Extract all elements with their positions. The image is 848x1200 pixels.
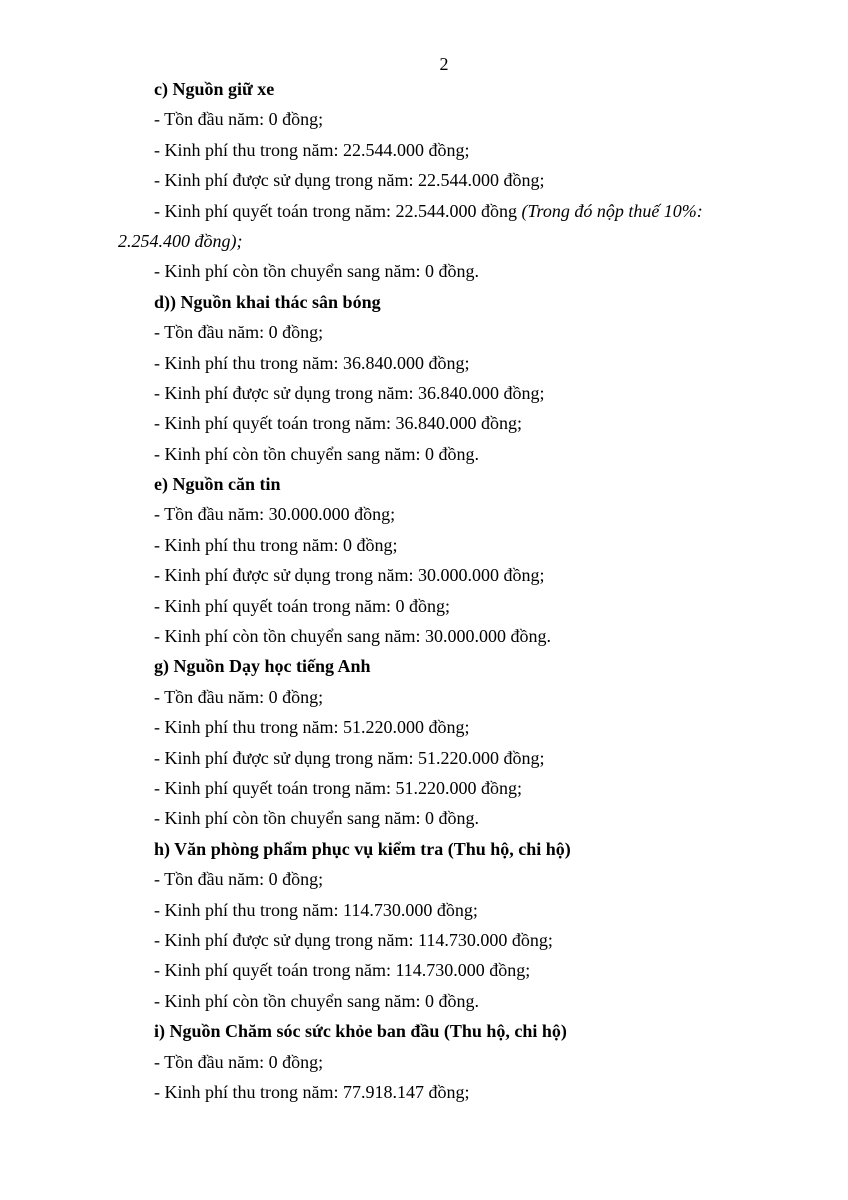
list-item: - Tồn đầu năm: 30.000.000 đồng; [154,504,396,525]
list-item: - Kinh phí quyết toán trong năm: 0 đồng; [154,595,450,616]
list-item: - Kinh phí thu trong năm: 77.918.147 đồng; [154,1081,470,1102]
list-item: - Kinh phí được sử dụng trong năm: 30.000.000 đồng; [154,565,545,586]
list-item: - Kinh phí còn tồn chuyển sang năm: 0 đồng. [154,443,479,464]
section-heading-h: h) Văn phòng phẩm phục vụ kiểm tra (Thu hộ, chi hộ) [154,838,571,859]
list-item: - Kinh phí thu trong năm: 114.730.000 đồng; [154,899,478,920]
section-heading-e: e) Nguồn căn tin [154,474,281,495]
section-heading-g: g) Nguồn Dạy học tiếng Anh [154,656,371,677]
list-item: - Tồn đầu năm: 0 đồng; [154,869,324,890]
list-item: - Kinh phí quyết toán trong năm: 114.730.000 đồng; [154,960,531,981]
list-item: - Kinh phí còn tồn chuyển sang năm: 0 đồng. [154,990,479,1011]
list-item: - Kinh phí quyết toán trong năm: 51.220.000 đồng; [154,777,522,798]
tax-note-part1: (Trong đó nộp thuế 10%: [521,200,703,221]
list-item: - Kinh phí thu trong năm: 22.544.000 đồng; [154,139,470,160]
settlement-line [154,196,788,226]
list-item: - Kinh phí thu trong năm: 51.220.000 đồng; [154,717,470,738]
list-item: - Tồn đầu năm: 0 đồng; [154,1051,324,1072]
list-item: - Kinh phí còn tồn chuyển sang năm: 30.000.000 đồng. [154,626,551,647]
list-item: - Kinh phí được sử dụng trong năm: 22.544.000 đồng; [154,170,545,191]
document-body [118,74,788,1107]
list-item: - Kinh phí thu trong năm: 36.840.000 đồng; [154,352,470,373]
tax-note-part2: 2.254.400 đồng); [118,230,243,251]
list-item: - Tồn đầu năm: 0 đồng; [154,686,324,707]
list-item: - Kinh phí được sử dụng trong năm: 51.220.000 đồng; [154,747,545,768]
list-item: - Kinh phí còn tồn chuyển sang năm: 0 đồng. [154,808,479,829]
settlement-text: - Kinh phí quyết toán trong năm: 22.544.000 đồng [154,200,522,221]
list-item: - Kinh phí được sử dụng trong năm: 114.730.000 đồng; [154,929,553,950]
list-item: - Tồn đầu năm: 0 đồng; [154,322,324,343]
section-heading-d: d)) Nguồn khai thác sân bóng [154,291,381,312]
page-number: 2 [439,54,449,74]
section-heading-c: c) Nguồn giữ xe [154,79,275,99]
list-item: - Kinh phí còn tồn chuyển sang năm: 0 đồng. [154,261,479,282]
list-item: - Tồn đầu năm: 0 đồng; [154,109,324,130]
list-item: - Kinh phí quyết toán trong năm: 36.840.000 đồng; [154,413,522,434]
list-item: - Kinh phí được sử dụng trong năm: 36.840.000 đồng; [154,382,545,403]
section-heading-i: i) Nguồn Chăm sóc sức khỏe ban đầu (Thu hộ, chi hộ) [154,1021,567,1042]
list-item: - Kinh phí thu trong năm: 0 đồng; [154,534,398,555]
